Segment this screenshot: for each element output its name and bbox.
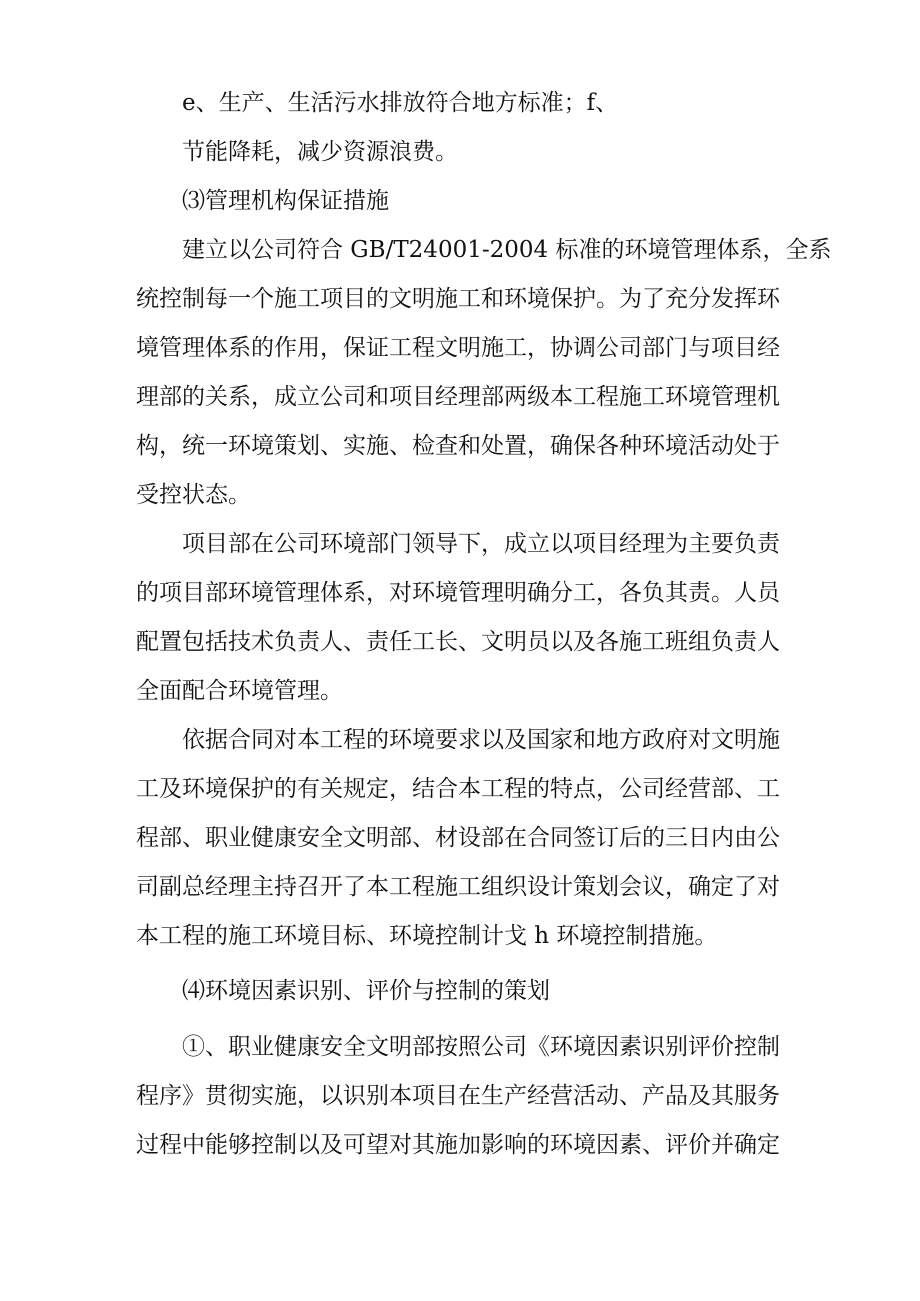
text-line: 全面配合环境管理。 xyxy=(136,678,343,704)
text-line: e、生产、生活污水排放符合地方标准；f、 xyxy=(182,90,619,116)
text-line: 统控制每一个施工项目的文明施工和环境保护。为了充分发挥环 xyxy=(136,286,780,312)
text-line: 受控状态。 xyxy=(136,482,251,508)
text-line: 境管理体系的作用，保证工程文明施工，协调公司部门与项目经 xyxy=(136,335,780,361)
text-line: 的项目部环境管理体系，对环境管理明确分工，各负其责。人员 xyxy=(136,580,780,606)
text-line: 本工程的施工环境目标、环境控制计戈 h 环境控制措施。 xyxy=(136,923,718,949)
text-line: 理部的关系，成立公司和项目经理部两级本工程施工环境管理机 xyxy=(136,384,780,410)
text-line: 程部、职业健康安全文明部、材设部在合同签订后的三日内由公 xyxy=(136,825,780,851)
text-line: 配置包括技术负责人、责任工长、文明员以及各施工班组负责人 xyxy=(136,629,780,655)
text-line: 项目部在公司环境部门领导下，成立以项目经理为主要负责 xyxy=(182,531,780,557)
text-line: 依据合同对本工程的环境要求以及国家和地方政府对文明施 xyxy=(182,727,780,753)
text-line: ①、职业健康安全文明部按照公司《环境因素识别评价控制 xyxy=(182,1034,780,1060)
text-line: 节能降耗，减少资源浪费。 xyxy=(182,139,458,165)
text-line: 工及环境保护的有关规定，结合本工程的特点，公司经营部、工 xyxy=(136,776,780,802)
text-line: 建立以公司符合 GB/T24001-2004 标准的环境管理体系，全系 xyxy=(182,237,832,263)
text-line: 构，统一环境策划、实施、检查和处置，确保各种环境活动处于 xyxy=(136,433,780,459)
text-line: 司副总经理主持召开了本工程施工组织设计策划会议，确定了对 xyxy=(136,874,780,900)
text-line: 过程中能够控制以及可望对其施加影响的环境因素、评价并确定 xyxy=(136,1132,780,1158)
text-line: 程序》贯彻实施，以识别本项目在生产经营活动、产品及其服务 xyxy=(136,1083,780,1109)
section-heading: ⑷环境因素识别、评价与控制的策划 xyxy=(182,978,550,1004)
section-heading: ⑶管理机构保证措施 xyxy=(182,188,389,214)
